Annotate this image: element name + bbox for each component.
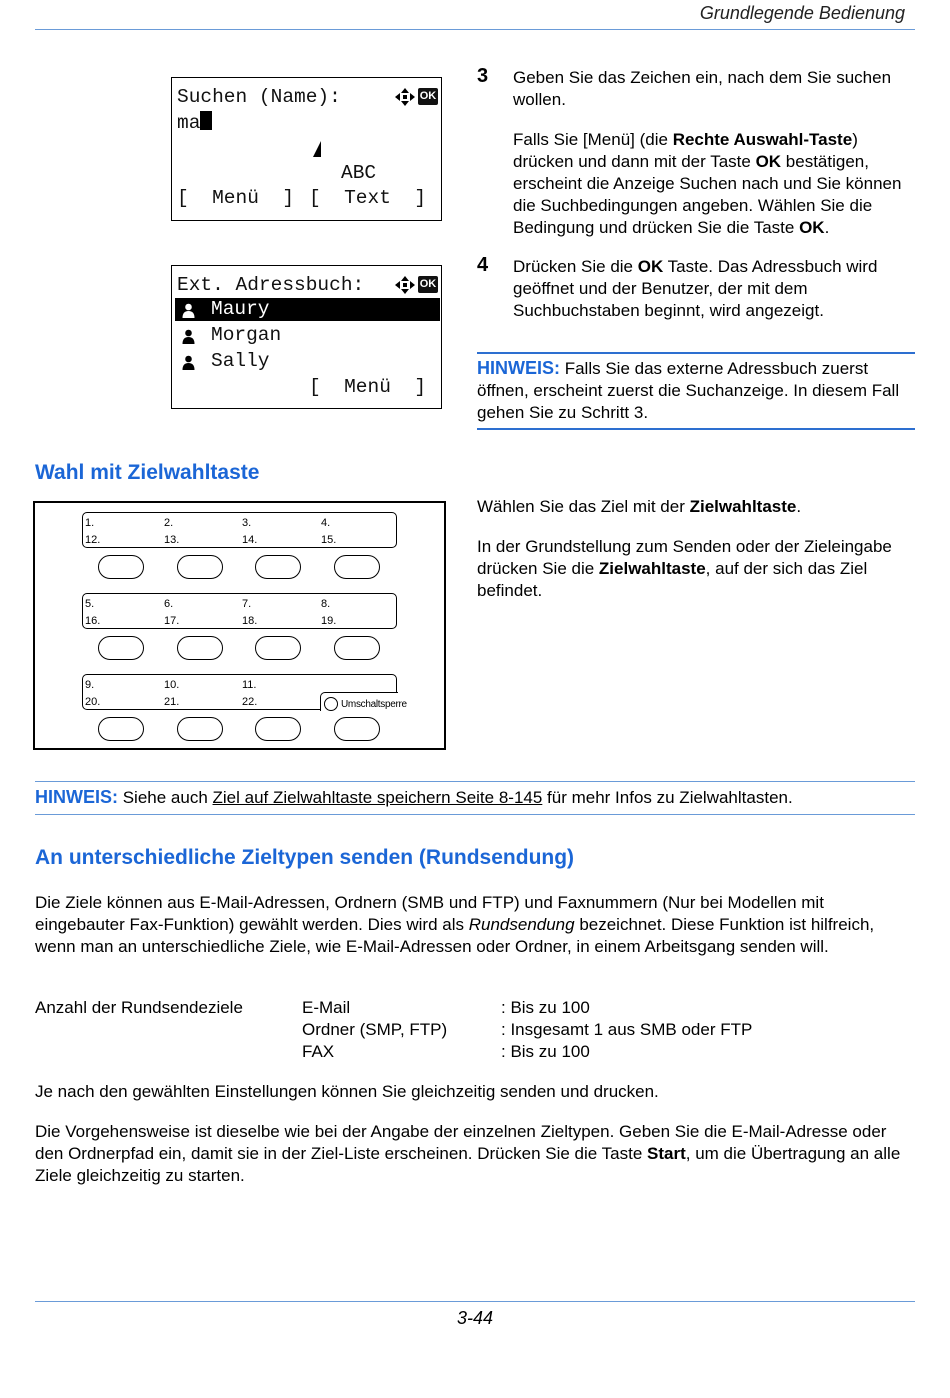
key-label: 8. xyxy=(321,598,331,610)
one-touch-key xyxy=(177,636,223,660)
key-label: 22. xyxy=(242,696,258,708)
footer-rule xyxy=(35,1301,915,1302)
softkey-menu: [ Menü ] xyxy=(177,187,295,209)
note-bottom-rule xyxy=(477,428,915,430)
one-touch-key xyxy=(255,636,301,660)
addressbook-entry-name: Maury xyxy=(211,298,270,320)
key-label: 4. xyxy=(321,517,331,529)
key-label: 3. xyxy=(242,517,252,529)
shift-lock-indicator-icon xyxy=(324,697,338,711)
key-label: 18. xyxy=(242,615,258,627)
broadcast-limit: : Bis zu 100 xyxy=(501,1042,590,1061)
section-heading: Wahl mit Zielwahltaste xyxy=(35,461,260,484)
section-heading: An unterschiedliche Zieltypen senden (Rundsendung) xyxy=(35,846,575,869)
person-icon xyxy=(182,303,195,318)
note-label: HINWEIS: xyxy=(477,358,560,378)
broadcast-intro: Die Ziele können aus E-Mail-Adressen, Ordnern (SMB und FTP) und Faxnummern (Nur bei Modellen mit eingebauter Fax-Funktion) gewählt werden. Dies wird als Rundsendung bezeichnet. Diese Funktion ist hilfreich, wenn man an unterschiedliche Ziele, wie E-Mail-Adressen oder Ordner, in einem Arbeitsgang senden will. xyxy=(35,893,875,956)
lcd-search-panel xyxy=(171,77,442,221)
key-label: 5. xyxy=(85,598,95,610)
one-touch-key xyxy=(177,717,223,741)
broadcast-limit: : Bis zu 100 xyxy=(501,998,590,1017)
key-label: 17. xyxy=(164,615,180,627)
note-hint: HINWEIS: Siehe auch Ziel auf Zielwahltaste speichern Seite 8-145 für mehr Infos zu Zielwahltasten. xyxy=(35,787,793,807)
person-icon xyxy=(182,329,195,344)
key-label-strip xyxy=(82,593,397,629)
broadcast-table-label: Anzahl der Rundsendeziele xyxy=(35,998,243,1017)
step3-detail: Falls Sie [Menü] (die Rechte Auswahl-Taste) drücken und dann mit der Taste OK bestätigen, erscheint die Anzeige Suchen nach und Sie können die Suchbedingungen angeben. Wählen Sie die Bedingung und drücken Sie die Taste OK. xyxy=(513,130,902,237)
one-touch-key xyxy=(98,717,144,741)
broadcast-limit: : Insgesamt 1 aus SMB oder FTP xyxy=(501,1020,753,1039)
one-touch-key xyxy=(177,555,223,579)
person-icon xyxy=(182,355,195,370)
key-label: 12. xyxy=(85,534,101,546)
softkey-text: [ Text ] xyxy=(309,187,427,209)
key-label: 7. xyxy=(242,598,252,610)
broadcast-type: FAX xyxy=(302,1042,335,1061)
broadcast-procedure: Die Vorgehensweise ist dieselbe wie bei der Angabe der einzelnen Zieltypen. Geben Sie die E-Mail-Adresse oder den Ordnerpfad ein, damit sie in der Ziel-Liste erscheinen. Drücken Sie die Taste Start, um die Übertragung an alle Ziele gleichzeitig zu starten. xyxy=(35,1122,901,1185)
key-label: 20. xyxy=(85,696,101,708)
key-label: 16. xyxy=(85,615,101,627)
note-label: HINWEIS: xyxy=(35,787,118,807)
lcd-search-input xyxy=(177,111,212,136)
one-touch-key xyxy=(334,717,380,741)
one-touch-key xyxy=(98,636,144,660)
key-label: 6. xyxy=(164,598,174,610)
navigation-cross-icon xyxy=(394,275,416,295)
note-top-rule xyxy=(35,781,915,782)
note-bottom-rule xyxy=(35,814,915,815)
text-cursor xyxy=(200,111,212,130)
key-label: 9. xyxy=(85,679,95,691)
one-touch-keypad-illustration xyxy=(33,501,446,750)
key-label: 14. xyxy=(242,534,258,546)
key-label: 1. xyxy=(85,517,95,529)
input-caret-icon xyxy=(311,140,323,158)
one-touch-key xyxy=(255,555,301,579)
addressbook-entry-name: Sally xyxy=(211,350,270,372)
ok-icon: OK xyxy=(418,88,438,105)
step-number: 3 xyxy=(477,65,489,87)
step3-instruction: Geben Sie das Zeichen ein, nach dem Sie suchen wollen. xyxy=(513,68,892,109)
lcd-addressbook-title: Ext. Adressbuch: xyxy=(177,274,365,296)
key-label: 19. xyxy=(321,615,337,627)
step-number: 4 xyxy=(477,254,489,276)
header-rule xyxy=(35,29,915,30)
broadcast-type: E-Mail xyxy=(302,998,351,1017)
one-touch-key xyxy=(334,555,380,579)
header-section-title: Grundlegende Bedienung xyxy=(699,3,905,23)
note-hint: HINWEIS: Falls Sie das externe Adressbuch zuerst öffnen, erscheint zuerst die Suchanzeige. In diesem Fall gehen Sie zu Schritt 3. xyxy=(477,358,900,422)
key-label: 10. xyxy=(164,679,180,691)
lcd-addressbook-panel xyxy=(171,265,442,409)
lcd-search-title: Suchen (Name): xyxy=(177,86,341,108)
key-label: 13. xyxy=(164,534,180,546)
broadcast-type: Ordner (SMP, FTP) xyxy=(302,1020,448,1039)
ok-icon: OK xyxy=(418,276,438,293)
broadcast-note: Je nach den gewählten Einstellungen können Sie gleichzeitig senden und drucken. xyxy=(35,1082,659,1101)
note-top-rule xyxy=(477,352,915,354)
key-label: 15. xyxy=(321,534,337,546)
shift-lock-label: Umschaltsperre xyxy=(341,699,407,710)
one-touch-key xyxy=(334,636,380,660)
softkey-menu: [ Menü ] xyxy=(309,376,427,398)
key-label: 2. xyxy=(164,517,174,529)
onetouch-instruction: Wählen Sie das Ziel mit der Zielwahltaste. xyxy=(477,497,802,516)
lcd-search-mode: ABC xyxy=(341,162,377,184)
one-touch-key xyxy=(98,555,144,579)
addressbook-entry-name: Morgan xyxy=(211,324,282,346)
cross-reference-link[interactable]: Ziel auf Zielwahltaste speichern Seite 8-145 xyxy=(212,788,543,807)
key-label: 21. xyxy=(164,696,180,708)
onetouch-detail: In der Grundstellung zum Senden oder der Zieleingabe drücken Sie die Zielwahltaste, auf der sich das Ziel befindet. xyxy=(477,537,892,600)
key-label: 11. xyxy=(242,679,257,691)
search-input-value: ma xyxy=(177,112,201,134)
one-touch-key xyxy=(255,717,301,741)
page-number: 3-44 xyxy=(456,1308,494,1328)
key-label-strip xyxy=(82,512,397,548)
navigation-cross-icon xyxy=(394,87,416,107)
step4-instruction: Drücken Sie die OK Taste. Das Adressbuch wird geöffnet und der Benutzer, der mit dem Suchbuchstaben beginnt, wird angezeigt. xyxy=(513,257,878,320)
